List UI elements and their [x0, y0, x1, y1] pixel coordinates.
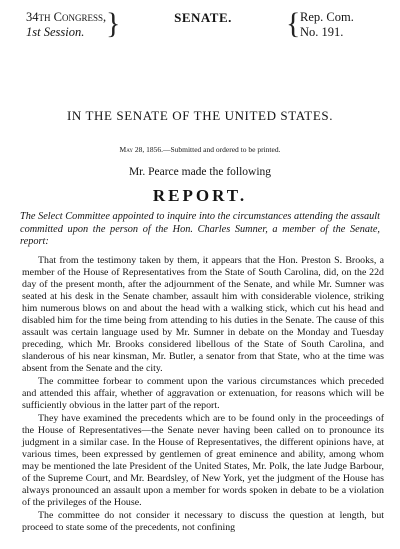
report-number: No. 191.: [300, 25, 344, 39]
senate-title: IN THE SENATE OF THE UNITED STATES.: [66, 108, 334, 123]
right-brace-icon: {: [286, 7, 301, 40]
report-title: REPORT.: [152, 186, 248, 205]
body-paragraph: The committee do not consider it necessary to discuss the question at length, but proceed to state some of the precedents, not confining: [22, 510, 384, 533]
date-line: [0, 145, 400, 154]
body-paragraph: The committee forbear to comment upon the various circumstances which preceded and attended this affair, whether of aggravation or extenuation, for reasons which will be sufficiently obvious in the latter part of the report.: [22, 376, 384, 411]
chamber-label: SENATE.: [174, 10, 232, 25]
report-body: [22, 255, 384, 535]
report-number-block: [300, 10, 354, 40]
report-intro: Mr. Pearce made the following: [128, 166, 272, 178]
congress-session-block: [26, 10, 106, 40]
date-text: 28, 1856.—Submitted and ordered to be printed.: [132, 145, 281, 154]
body-paragraph: They have examined the precedents which are to be found only in the proceedings of the House of Representatives—the Senate never having been called on to pronounce its judgment in a similar case. In the House of Representatives, the different opinions have, at various times, been expressed by gentlemen of great eminence and ability, among whom may be mentioned the late President of the United States, Mr. Polk, the late Judge Barbour, of the Supreme Court, and Mr. Beardsley, of New York, yet the judgment of the House has always pronounced an assault upon a member for words spoken in debate to be a violation of the privileges of the House.: [22, 413, 384, 508]
date-month: May: [119, 145, 133, 154]
document-header: [0, 8, 400, 58]
congress-label: 34th Congress,: [26, 10, 107, 24]
left-brace-icon: }: [106, 7, 121, 40]
committee-resolution: The Select Committee appointed to inquire into the circumstances attending the assault committed upon the person of the Hon. Charles Sumner, a member of the Senate, report:: [20, 211, 380, 248]
rep-com-label: Rep. Com.: [300, 10, 354, 24]
session-label: 1st Session.: [26, 25, 85, 39]
body-paragraph: That from the testimony taken by them, it appears that the Hon. Preston S. Brooks, a member of the House of Representatives from the State of South Carolina, did, on the 22d day of the present month, after the adjournment of the Senate, and while Mr. Sumner was seated at his desk in the Senate chamber, assault him with considerable violence, striking him numerous blows on and about the head with a walking stick, which cut his head and disabled him for the time being from attending to his duties in the Senate. The cause of this assault was certain language used by Mr. Sumner in debate on the Monday and Tuesday preceding, which Mr. Brooks considered libellous of the State of South Carolina, and slanderous of his near kinsman, Mr. Butler, a senator from that State, who at the time was absent from the Senate and the city.: [22, 255, 384, 374]
